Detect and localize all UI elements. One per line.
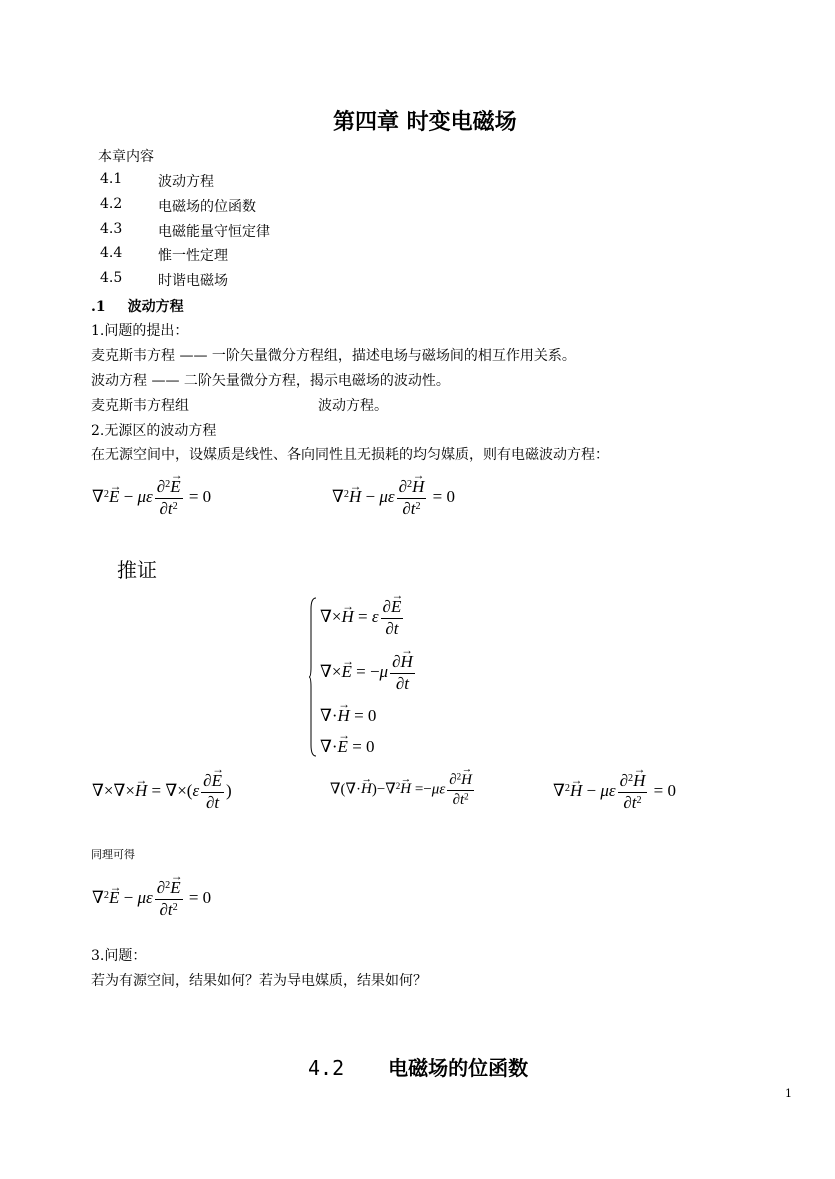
paragraph: 波动方程 —— 二阶矢量微分方程，揭示电磁场的波动性。 bbox=[91, 373, 450, 389]
toc-item-label: 波动方程 bbox=[158, 174, 214, 190]
section-title: 波动方程 bbox=[127, 299, 184, 315]
chapter-title: 第四章 时变电磁场 bbox=[333, 110, 517, 135]
toc-item-number: 4.2 bbox=[100, 196, 123, 212]
wave-equation-h: ∇$^2$→ H − με $\frac{\partial^2\to H}{\partial t^2}$ = 0 bbox=[332, 478, 455, 518]
section-number: 4.2 bbox=[308, 1056, 345, 1080]
paragraph: 在无源空间中，设媒质是线性、各向同性且无损耗的均匀媒质，则有电磁波动方程： bbox=[91, 447, 609, 463]
derivation-label: 推证 bbox=[117, 558, 157, 582]
curl-curl-equation: ∇×∇×→ H = ∇×(ε $\frac{\partial\to E}{\partial t}$ ) bbox=[92, 772, 232, 812]
paragraph: 麦克斯韦方程 —— 一阶矢量微分方程组，描述电场与磁场间的相互作用关系。 bbox=[91, 348, 576, 364]
question-heading: 3.问题： bbox=[91, 948, 147, 964]
toc-item-number: 4.3 bbox=[100, 221, 123, 237]
question-text: 若为有源空间，结果如何？若为导电媒质，结果如何？ bbox=[91, 973, 427, 989]
toc-item-label: 电磁场的位函数 bbox=[158, 199, 256, 215]
toc-item-number: 4.5 bbox=[100, 270, 123, 286]
toc-heading: 本章内容 bbox=[98, 149, 154, 165]
wave-equation-e-result: ∇$^2$→ E − με $\frac{\partial^2\to E}{\partial t^2}$ = 0 bbox=[92, 879, 211, 919]
page-number: 1 bbox=[785, 1087, 792, 1100]
vector-identity-equation: ∇(∇·→ H)−∇$^2$→ H =−με $\frac{\partial^2\to H}{\partial t^2}$ bbox=[330, 772, 476, 808]
wave-equation-e: ∇$^2$→ E − με $\frac{\partial^2\to E}{\partial t^2}$ = 0 bbox=[92, 478, 211, 518]
maxwell-eq-1: ∇×→ H = ε $\frac{\partial\to E}{\partial t}$ bbox=[320, 598, 405, 638]
maxwell-eq-3: ∇·→ H = 0 bbox=[320, 706, 376, 726]
left-brace-icon bbox=[309, 597, 317, 757]
paragraph: 2.无源区的波动方程 bbox=[91, 423, 217, 439]
section-heading bbox=[91, 296, 184, 316]
toc-item-number: 4.4 bbox=[100, 245, 123, 261]
toc-item-label: 惟一性定理 bbox=[158, 248, 228, 264]
wave-equation-h-result: ∇$^2$→ H − με $\frac{\partial^2\to H}{\partial t^2}$ = 0 bbox=[553, 772, 676, 812]
toc-item-label: 电磁能量守恒定律 bbox=[158, 224, 270, 240]
toc-item-label: 时谐电磁场 bbox=[158, 273, 228, 289]
paragraph: 麦克斯韦方程组 bbox=[91, 398, 189, 414]
maxwell-eq-4: ∇·→ E = 0 bbox=[320, 737, 375, 757]
section-number: .1 bbox=[91, 299, 106, 315]
paragraph: 1.问题的提出： bbox=[91, 323, 189, 339]
maxwell-eq-2: ∇×→ E = −μ $\frac{\partial\to H}{\partial t}$ bbox=[320, 653, 417, 693]
similarly-label: 同理可得 bbox=[91, 848, 135, 861]
toc-item-number: 4.1 bbox=[100, 171, 123, 187]
paragraph: 波动方程。 bbox=[318, 398, 388, 414]
section-title: 电磁场的位函数 bbox=[388, 1056, 529, 1080]
section-heading bbox=[308, 1052, 528, 1081]
